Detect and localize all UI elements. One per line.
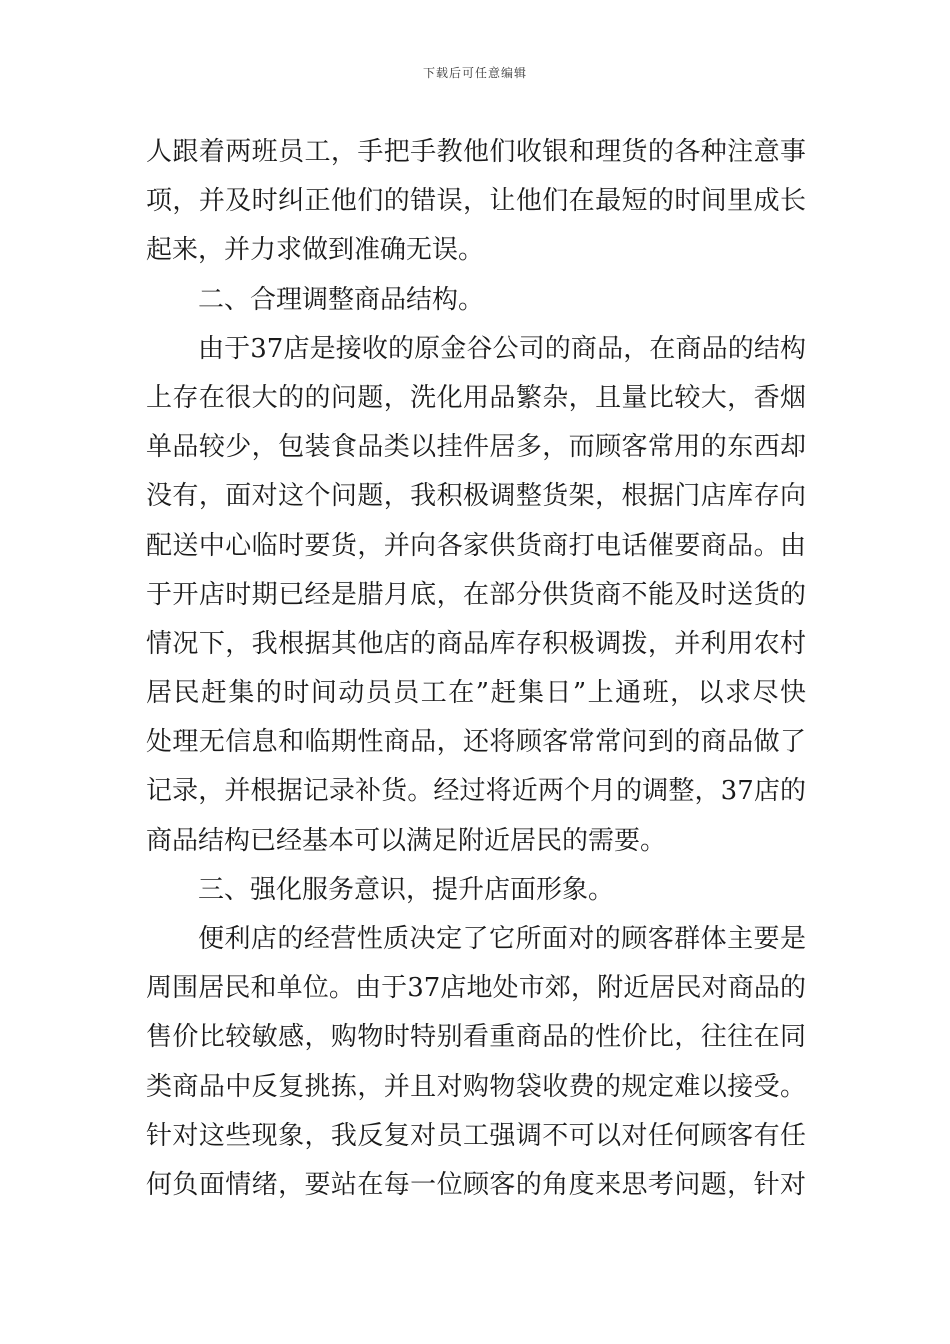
- text-line: 项，并及时纠正他们的错误，让他们在最短的时间里成长: [146, 186, 806, 217]
- text-line: 没有，面对这个问题，我积极调整货架，根据门店库存向: [146, 481, 806, 512]
- text-line: 类商品中反复挑拣，并且对购物袋收费的规定难以接受。: [146, 1071, 806, 1102]
- text-line: 上存在很大的的问题，洗化用品繁杂，且量比较大，香烟: [146, 382, 806, 413]
- text-line: 由于37店是接收的原金谷公司的商品，在商品的结构: [198, 333, 806, 364]
- text-line: 商品结构已经基本可以满足附近居民的需要。: [146, 825, 667, 856]
- text-line: 针对这些现象，我反复对员工强调不可以对任何顾客有任: [146, 1120, 806, 1151]
- text-line: 于开店时期已经是腊月底，在部分供货商不能及时送货的: [146, 579, 806, 610]
- text-line: 便利店的经营性质决定了它所面对的顾客群体主要是: [198, 924, 806, 954]
- text-line: 记录，并根据记录补货。经过将近两个月的调整，37店的: [146, 776, 806, 807]
- section-heading: 三、强化服务意识，提升店面形象。: [198, 874, 615, 905]
- text-line: 起来，并力求做到准确无误。: [146, 235, 485, 266]
- text-line: 配送中心临时要货，并向各家供货商打电话催要商品。由: [146, 530, 806, 561]
- page-header: 下载后可任意编辑: [422, 66, 527, 80]
- text-line: 周围居民和单位。由于37店地处市郊，附近居民对商品的: [146, 973, 806, 1004]
- text-line: 何负面情绪，要站在每一位顾客的角度来思考问题，针对: [146, 1169, 806, 1200]
- text-line: 单品较少，包装食品类以挂件居多，而顾客常用的东西却: [146, 432, 806, 463]
- text-line: 居民赶集的时间动员员工在”赶集日”上通班，以求尽快: [146, 678, 806, 709]
- text-line: 处理无信息和临期性商品，还将顾客常常问到的商品做了: [146, 727, 806, 758]
- section-heading: 二、合理调整商品结构。: [198, 284, 485, 315]
- text-line: 情况下，我根据其他店的商品库存积极调拨，并利用农村: [146, 628, 806, 659]
- text-line: 售价比较敏感，购物时特别看重商品的性价比，往往在同: [146, 1022, 806, 1053]
- document-body: [146, 128, 806, 1210]
- text-line: 人跟着两班员工，手把手教他们收银和理货的各种注意事: [146, 137, 806, 167]
